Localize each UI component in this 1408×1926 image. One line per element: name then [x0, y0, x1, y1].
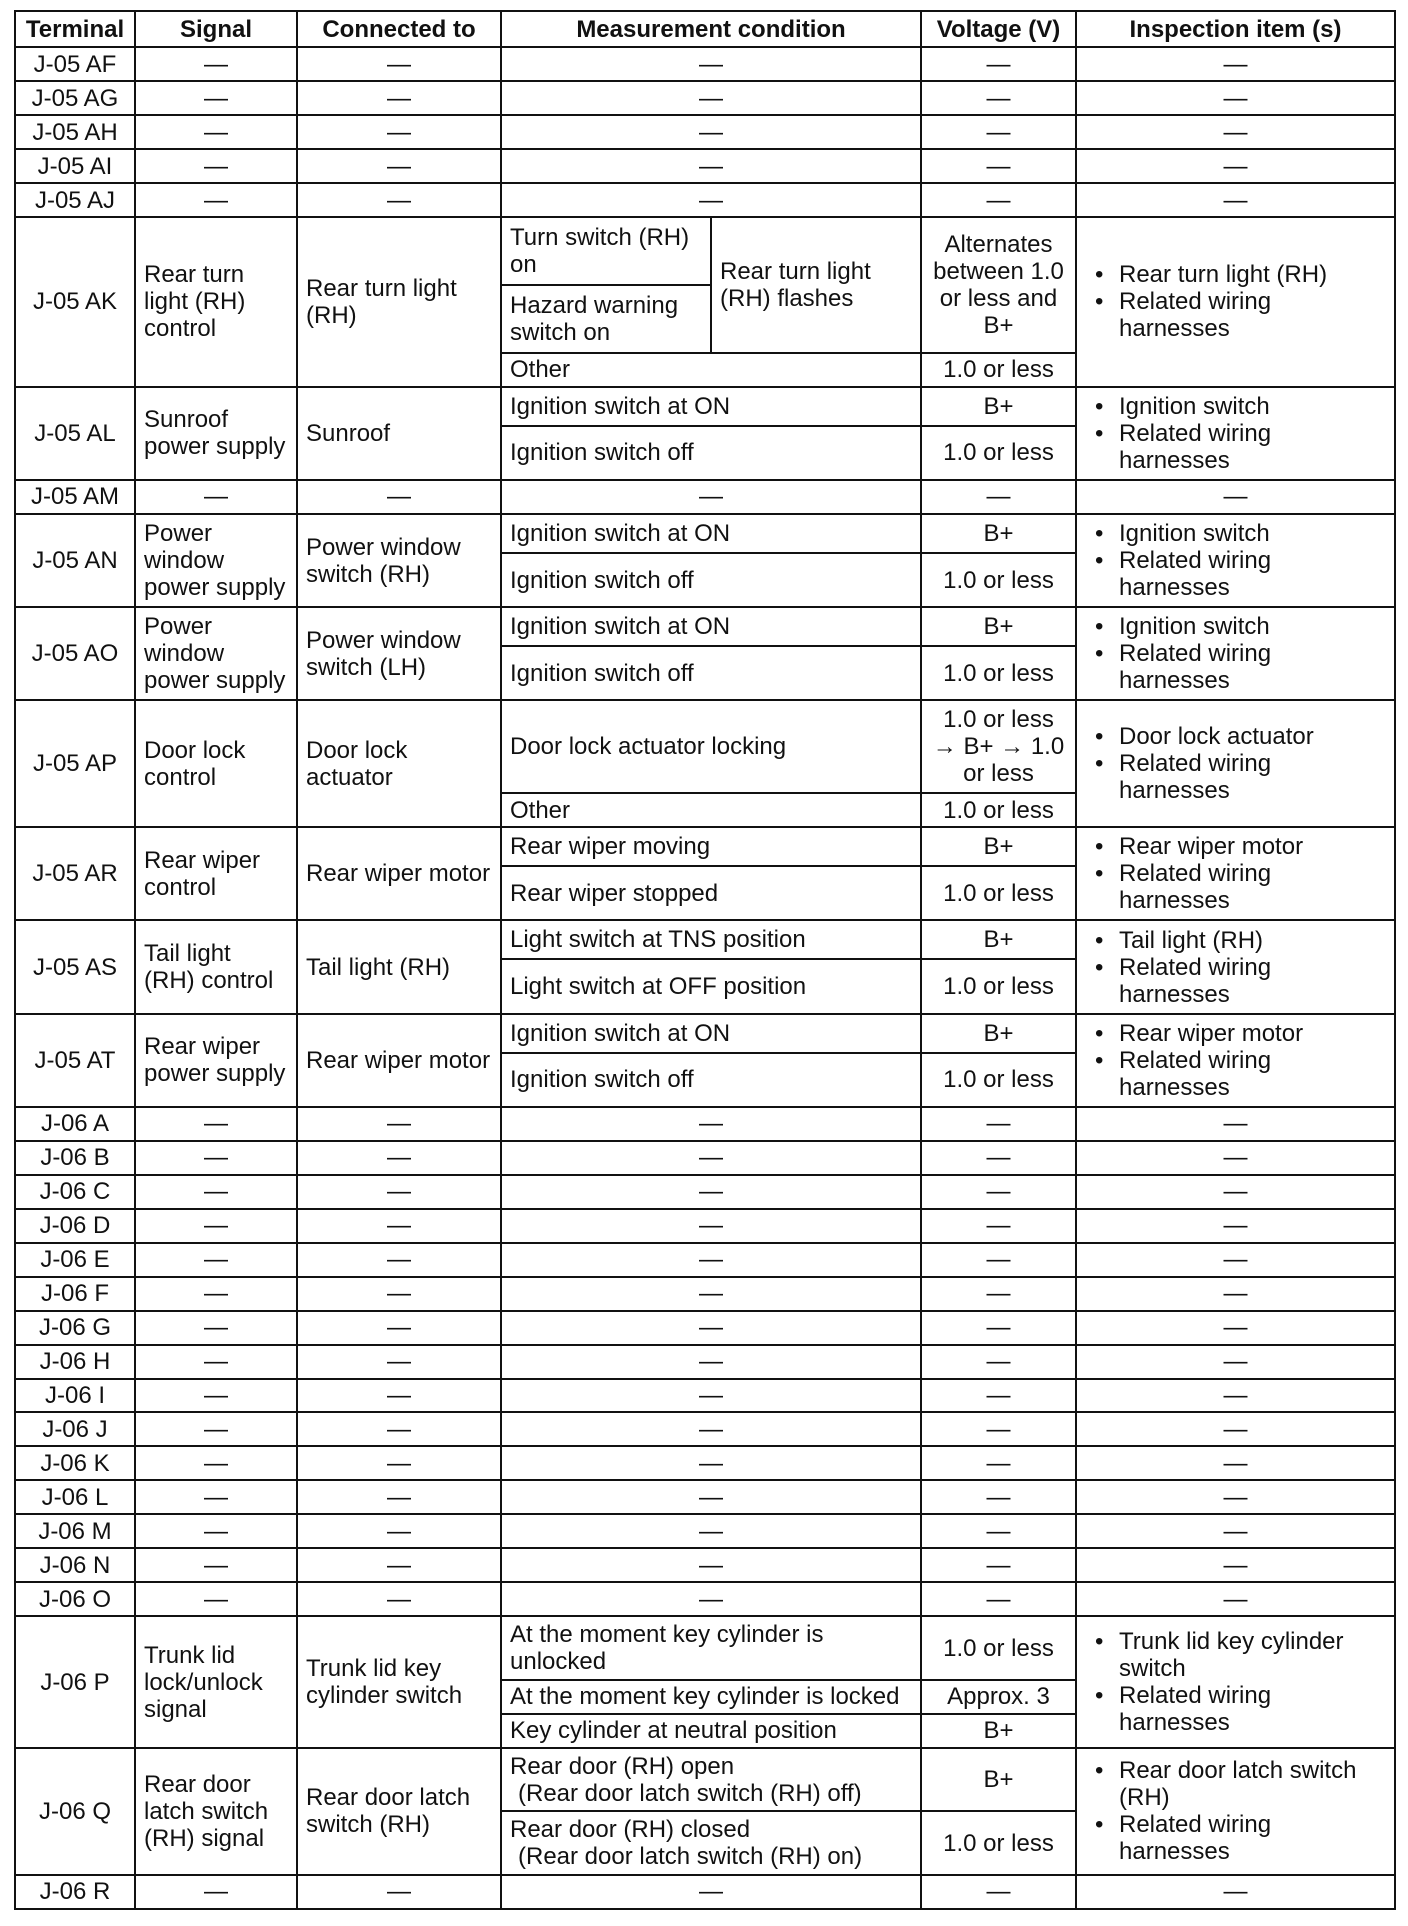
table-row — [15, 1748, 1395, 1812]
terminal-cell: J-05 AS — [15, 920, 135, 1013]
dash-cell: — — [921, 1446, 1076, 1480]
condition-cell: Light switch at TNS position — [501, 920, 921, 959]
dash-cell: — — [921, 1582, 1076, 1616]
terminal-cell: J-05 AG — [15, 81, 135, 115]
signal-cell: Tail light (RH) control — [135, 920, 297, 1013]
dash-cell: — — [921, 1311, 1076, 1345]
voltage-cell: B+ — [921, 1014, 1076, 1053]
terminal-cell: J-05 AM — [15, 480, 135, 514]
condition-cell: Other — [501, 793, 921, 827]
dash-cell: — — [1076, 1412, 1395, 1446]
terminal-cell: J-06 P — [15, 1616, 135, 1747]
signal-cell: Rear turn light (RH) control — [135, 217, 297, 387]
dash-cell: — — [501, 1379, 921, 1413]
condition-line: (Rear door latch switch (RH) off) — [518, 1779, 862, 1807]
voltage-cell: Alternates between 1.0 or less and B+ — [921, 217, 1076, 353]
condition-cell: Ignition switch at ON — [501, 514, 921, 553]
condition-result-cell: Rear turn light (RH) flashes — [711, 217, 921, 353]
terminal-cell: J-05 AL — [15, 387, 135, 480]
dash-cell: — — [1076, 1514, 1395, 1548]
header-row — [15, 11, 1395, 47]
table-row — [15, 1446, 1395, 1480]
voltage-cell: 1.0 or less — [921, 553, 1076, 607]
table-row — [15, 1107, 1395, 1141]
dash-cell: — — [501, 183, 921, 217]
terminal-cell: J-05 AF — [15, 47, 135, 81]
inspection-cell — [1076, 700, 1395, 827]
dash-cell: — — [135, 1480, 297, 1514]
terminal-cell: J-06 K — [15, 1446, 135, 1480]
inspection-cell — [1076, 607, 1395, 700]
terminal-cell: J-06 F — [15, 1277, 135, 1311]
dash-cell: — — [921, 81, 1076, 115]
dash-cell: — — [135, 1209, 297, 1243]
table-row — [15, 1175, 1395, 1209]
condition-cell: Ignition switch off — [501, 646, 921, 700]
condition-cell: At the moment key cylinder is locked — [501, 1680, 921, 1714]
voltage-cell: B+ — [921, 607, 1076, 646]
inspection-item: • Rear wiper motor — [1085, 1020, 1386, 1047]
dash-cell: — — [921, 47, 1076, 81]
condition-cell: Rear wiper moving — [501, 827, 921, 866]
table-row — [15, 81, 1395, 115]
table-row — [15, 480, 1395, 514]
dash-cell: — — [501, 1548, 921, 1582]
dash-cell: — — [1076, 1277, 1395, 1311]
table-row — [15, 827, 1395, 866]
connected-cell: Sunroof — [297, 387, 501, 480]
dash-cell: — — [501, 1514, 921, 1548]
inspection-item: • Related wiring harnesses — [1085, 1682, 1386, 1736]
dash-cell: — — [135, 81, 297, 115]
dash-cell: — — [921, 1209, 1076, 1243]
dash-cell: — — [297, 1311, 501, 1345]
connected-cell: Power window switch (RH) — [297, 514, 501, 607]
terminal-cell: J-06 R — [15, 1875, 135, 1909]
dash-cell: — — [135, 183, 297, 217]
table-row — [15, 1311, 1395, 1345]
voltage-cell: 1.0 or less — [921, 959, 1076, 1013]
dash-cell: — — [297, 149, 501, 183]
dash-cell: — — [501, 1175, 921, 1209]
header-inspection-items: Inspection item (s) — [1076, 11, 1395, 47]
inspection-item: • Tail light (RH) — [1085, 927, 1386, 954]
condition-cell: Turn switch (RH) on — [501, 217, 711, 285]
condition-cell — [501, 1811, 921, 1875]
inspection-item: • Related wiring harnesses — [1085, 640, 1386, 694]
dash-cell: — — [297, 1548, 501, 1582]
terminal-cell: J-06 D — [15, 1209, 135, 1243]
dash-cell: — — [1076, 1175, 1395, 1209]
dash-cell: — — [921, 1480, 1076, 1514]
dash-cell: — — [297, 1582, 501, 1616]
dash-cell: — — [1076, 480, 1395, 514]
inspection-item: • Related wiring harnesses — [1085, 420, 1386, 474]
dash-cell: — — [921, 1548, 1076, 1582]
dash-cell: — — [1076, 1345, 1395, 1379]
terminal-cell: J-05 AK — [15, 217, 135, 387]
condition-line: (Rear door latch switch (RH) on) — [518, 1843, 863, 1871]
header-signal: Signal — [135, 11, 297, 47]
dash-cell: — — [501, 1107, 921, 1141]
dash-cell: — — [1076, 1243, 1395, 1277]
inspection-item: • Ignition switch — [1085, 393, 1386, 420]
inspection-cell — [1076, 387, 1395, 480]
dash-cell: — — [297, 1514, 501, 1548]
dash-cell: — — [297, 1875, 501, 1909]
dash-cell: — — [1076, 1582, 1395, 1616]
terminal-cell: J-06 B — [15, 1141, 135, 1175]
condition-cell: Ignition switch at ON — [501, 1014, 921, 1053]
inspection-item: • Rear turn light (RH) — [1085, 261, 1386, 288]
signal-cell: Trunk lid lock/unlock signal — [135, 1616, 297, 1747]
dash-cell: — — [297, 1141, 501, 1175]
dash-cell: — — [135, 1243, 297, 1277]
signal-cell: Door lock control — [135, 700, 297, 827]
terminal-cell: J-06 A — [15, 1107, 135, 1141]
signal-cell: Sunroof power supply — [135, 387, 297, 480]
inspection-cell — [1076, 1616, 1395, 1747]
header-voltage: Voltage (V) — [921, 11, 1076, 47]
inspection-cell — [1076, 920, 1395, 1013]
dash-cell: — — [1076, 1107, 1395, 1141]
dash-cell: — — [1076, 115, 1395, 149]
inspection-item: • Related wiring harnesses — [1085, 1811, 1386, 1865]
condition-cell: Key cylinder at neutral position — [501, 1714, 921, 1748]
terminal-cell: J-05 AI — [15, 149, 135, 183]
terminal-cell: J-06 I — [15, 1379, 135, 1413]
dash-cell: — — [135, 1379, 297, 1413]
dash-cell: — — [921, 1141, 1076, 1175]
dash-cell: — — [297, 1107, 501, 1141]
connected-cell: Trunk lid key cylinder switch — [297, 1616, 501, 1747]
dash-cell: — — [297, 1175, 501, 1209]
voltage-cell: B+ — [921, 1748, 1076, 1812]
terminal-cell: J-06 O — [15, 1582, 135, 1616]
terminal-cell: J-05 AP — [15, 700, 135, 827]
dash-cell: — — [297, 480, 501, 514]
table-row — [15, 115, 1395, 149]
dash-cell: — — [135, 1107, 297, 1141]
voltage-cell: 1.0 or less — [921, 426, 1076, 480]
dash-cell: — — [1076, 1548, 1395, 1582]
inspection-item: • Related wiring harnesses — [1085, 860, 1386, 914]
voltage-cell: 1.0 or less — [921, 866, 1076, 920]
dash-cell: — — [135, 1175, 297, 1209]
table-row — [15, 920, 1395, 959]
table-row — [15, 217, 1395, 285]
dash-cell: — — [501, 149, 921, 183]
dash-cell: — — [135, 115, 297, 149]
connected-cell: Door lock actuator — [297, 700, 501, 827]
terminal-cell: J-05 AN — [15, 514, 135, 607]
inspection-item: • Trunk lid key cylinder switch — [1085, 1628, 1386, 1682]
voltage-cell: 1.0 or less — [921, 793, 1076, 827]
dash-cell: — — [297, 1209, 501, 1243]
table-row — [15, 1014, 1395, 1053]
table-row — [15, 514, 1395, 553]
connected-cell: Power window switch (LH) — [297, 607, 501, 700]
table-row — [15, 1480, 1395, 1514]
voltage-cell: 1.0 or less — [921, 1811, 1076, 1875]
terminal-cell: J-05 AJ — [15, 183, 135, 217]
dash-cell: — — [921, 115, 1076, 149]
condition-cell: Ignition switch at ON — [501, 387, 921, 426]
dash-cell: — — [501, 47, 921, 81]
dash-cell: — — [1076, 1480, 1395, 1514]
dash-cell: — — [135, 1412, 297, 1446]
dash-cell: — — [1076, 47, 1395, 81]
inspection-item: • Ignition switch — [1085, 613, 1386, 640]
condition-cell: Hazard warning switch on — [501, 285, 711, 353]
dash-cell: — — [501, 480, 921, 514]
dash-cell: — — [135, 1141, 297, 1175]
header-measurement-condition: Measurement condition — [501, 11, 921, 47]
dash-cell: — — [501, 1875, 921, 1909]
condition-cell: Ignition switch off — [501, 553, 921, 607]
dash-cell: — — [135, 1548, 297, 1582]
dash-cell: — — [921, 1875, 1076, 1909]
dash-cell: — — [501, 1412, 921, 1446]
dash-cell: — — [1076, 1379, 1395, 1413]
voltage-cell: Approx. 3 — [921, 1680, 1076, 1714]
condition-cell: Other — [501, 353, 921, 387]
condition-cell: Door lock actuator locking — [501, 700, 921, 793]
dash-cell: — — [501, 1480, 921, 1514]
voltage-cell: B+ — [921, 920, 1076, 959]
dash-cell: — — [297, 115, 501, 149]
terminal-inspection-table — [14, 10, 1396, 1910]
dash-cell: — — [1076, 81, 1395, 115]
terminal-cell: J-06 J — [15, 1412, 135, 1446]
dash-cell: — — [135, 1446, 297, 1480]
connected-cell: Rear wiper motor — [297, 827, 501, 920]
condition-line: Rear door (RH) open — [510, 1752, 735, 1780]
table-row — [15, 387, 1395, 426]
terminal-cell: J-06 N — [15, 1548, 135, 1582]
dash-cell: — — [501, 1345, 921, 1379]
dash-cell: — — [501, 1277, 921, 1311]
inspection-item: • Door lock actuator — [1085, 723, 1386, 750]
signal-cell: Power window power supply — [135, 607, 297, 700]
inspection-item: • Related wiring harnesses — [1085, 547, 1386, 601]
terminal-cell: J-06 H — [15, 1345, 135, 1379]
dash-cell: — — [501, 1582, 921, 1616]
condition-cell: Ignition switch off — [501, 1053, 921, 1107]
signal-cell: Rear door latch switch (RH) signal — [135, 1748, 297, 1875]
table-row — [15, 1345, 1395, 1379]
dash-cell: — — [297, 1345, 501, 1379]
inspection-item: • Related wiring harnesses — [1085, 1047, 1386, 1101]
dash-cell: — — [297, 1379, 501, 1413]
dash-cell: — — [135, 149, 297, 183]
dash-cell: — — [135, 1582, 297, 1616]
dash-cell: — — [501, 1446, 921, 1480]
voltage-cell: 1.0 or less → B+ → 1.0 or less — [921, 700, 1076, 793]
dash-cell: — — [921, 1379, 1076, 1413]
table-row — [15, 1582, 1395, 1616]
inspection-cell — [1076, 827, 1395, 920]
inspection-cell — [1076, 514, 1395, 607]
table-row — [15, 149, 1395, 183]
terminal-cell: J-06 L — [15, 1480, 135, 1514]
table-row — [15, 1514, 1395, 1548]
dash-cell: — — [297, 1446, 501, 1480]
inspection-item: • Related wiring harnesses — [1085, 288, 1386, 342]
signal-cell: Power window power supply — [135, 514, 297, 607]
table-row — [15, 1616, 1395, 1680]
table-row — [15, 1141, 1395, 1175]
dash-cell: — — [135, 1514, 297, 1548]
dash-cell: — — [921, 1277, 1076, 1311]
condition-cell: Rear wiper stopped — [501, 866, 921, 920]
table-row — [15, 1209, 1395, 1243]
inspection-item: • Related wiring harnesses — [1085, 954, 1386, 1008]
terminal-cell: J-06 C — [15, 1175, 135, 1209]
dash-cell: — — [501, 1141, 921, 1175]
condition-line: Rear door (RH) closed — [510, 1816, 751, 1844]
voltage-cell: B+ — [921, 514, 1076, 553]
connected-cell: Rear wiper motor — [297, 1014, 501, 1107]
dash-cell: — — [1076, 1875, 1395, 1909]
signal-cell: Rear wiper power supply — [135, 1014, 297, 1107]
dash-cell: — — [297, 1243, 501, 1277]
dash-cell: — — [1076, 1446, 1395, 1480]
inspection-item: • Ignition switch — [1085, 520, 1386, 547]
dash-cell: — — [501, 1243, 921, 1277]
table-row — [15, 700, 1395, 793]
condition-cell — [501, 1748, 921, 1812]
condition-cell: Light switch at OFF position — [501, 959, 921, 1013]
voltage-cell: 1.0 or less — [921, 1053, 1076, 1107]
dash-cell: — — [297, 1277, 501, 1311]
voltage-cell: 1.0 or less — [921, 646, 1076, 700]
dash-cell: — — [921, 480, 1076, 514]
terminal-cell: J-06 E — [15, 1243, 135, 1277]
dash-cell: — — [921, 183, 1076, 217]
terminal-cell: J-05 AR — [15, 827, 135, 920]
condition-cell: Ignition switch off — [501, 426, 921, 480]
inspection-item: • Rear wiper motor — [1085, 833, 1386, 860]
voltage-cell: B+ — [921, 387, 1076, 426]
dash-cell: — — [1076, 149, 1395, 183]
dash-cell: — — [1076, 1311, 1395, 1345]
connected-cell: Tail light (RH) — [297, 920, 501, 1013]
terminal-cell: J-06 Q — [15, 1748, 135, 1875]
signal-cell: Rear wiper control — [135, 827, 297, 920]
condition-cell: Ignition switch at ON — [501, 607, 921, 646]
voltage-cell: 1.0 or less — [921, 353, 1076, 387]
terminal-cell: J-06 G — [15, 1311, 135, 1345]
dash-cell: — — [921, 1412, 1076, 1446]
dash-cell: — — [135, 47, 297, 81]
dash-cell: — — [135, 1345, 297, 1379]
table-row — [15, 607, 1395, 646]
dash-cell: — — [501, 1209, 921, 1243]
dash-cell: — — [501, 115, 921, 149]
table-row — [15, 183, 1395, 217]
dash-cell: — — [921, 1345, 1076, 1379]
table-row — [15, 1243, 1395, 1277]
inspection-cell — [1076, 217, 1395, 387]
table-row — [15, 1277, 1395, 1311]
terminal-cell: J-05 AH — [15, 115, 135, 149]
connected-cell: Rear door latch switch (RH) — [297, 1748, 501, 1875]
dash-cell: — — [297, 183, 501, 217]
dash-cell: — — [921, 1175, 1076, 1209]
dash-cell: — — [135, 1875, 297, 1909]
dash-cell: — — [135, 1311, 297, 1345]
table-row — [15, 47, 1395, 81]
dash-cell: — — [297, 1480, 501, 1514]
dash-cell: — — [921, 1243, 1076, 1277]
table-row — [15, 1379, 1395, 1413]
table-row — [15, 1875, 1395, 1909]
terminal-cell: J-05 AO — [15, 607, 135, 700]
connected-cell: Rear turn light (RH) — [297, 217, 501, 387]
voltage-cell: 1.0 or less — [921, 1616, 1076, 1680]
dash-cell: — — [1076, 1141, 1395, 1175]
dash-cell: — — [297, 1412, 501, 1446]
dash-cell: — — [1076, 1209, 1395, 1243]
dash-cell: — — [921, 149, 1076, 183]
inspection-cell — [1076, 1014, 1395, 1107]
inspection-cell — [1076, 1748, 1395, 1875]
dash-cell: — — [135, 1277, 297, 1311]
dash-cell: — — [297, 47, 501, 81]
dash-cell: — — [297, 81, 501, 115]
dash-cell: — — [1076, 183, 1395, 217]
header-connected-to: Connected to — [297, 11, 501, 47]
voltage-cell: B+ — [921, 827, 1076, 866]
condition-cell: At the moment key cylinder is unlocked — [501, 1616, 921, 1680]
dash-cell: — — [921, 1107, 1076, 1141]
inspection-item: • Rear door latch switch (RH) — [1085, 1757, 1386, 1811]
header-terminal: Terminal — [15, 11, 135, 47]
dash-cell: — — [501, 1311, 921, 1345]
table-row — [15, 1412, 1395, 1446]
table-row — [15, 1548, 1395, 1582]
dash-cell: — — [501, 81, 921, 115]
voltage-cell: B+ — [921, 1714, 1076, 1748]
inspection-item: • Related wiring harnesses — [1085, 750, 1386, 804]
terminal-cell: J-05 AT — [15, 1014, 135, 1107]
dash-cell: — — [921, 1514, 1076, 1548]
terminal-cell: J-06 M — [15, 1514, 135, 1548]
dash-cell: — — [135, 480, 297, 514]
